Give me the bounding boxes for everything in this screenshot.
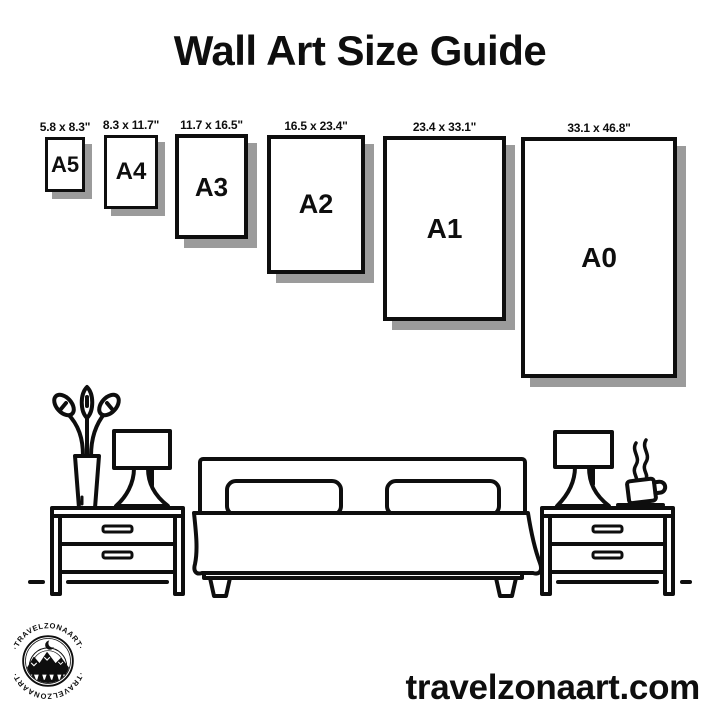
paper-label-a3: A3 [194,171,229,202]
bedroom-illustration [30,385,695,610]
paper-size-a3 [175,118,248,239]
vase-with-plant-icon [50,387,122,508]
paper-label-a5: A5 [50,151,80,177]
paper-size-a0 [521,121,677,378]
bed-leg-left [210,578,230,596]
table-lamp-left-icon [114,431,170,506]
logo-text-bottom: ·TRAVELZONAART· [10,670,86,701]
paper-dims-a4: 8.3 x 11.7" [102,118,160,132]
website-url: travelzonaart.com [405,668,700,707]
paper-size-a2 [267,119,365,274]
paper-label-a1: A1 [426,212,463,244]
coffee-cup-icon [618,440,667,505]
bed-leg-right [496,578,516,596]
brand-logo-icon [3,616,93,706]
pillow-left [227,481,341,515]
pillow-right [387,481,499,515]
paper-size-a1 [383,120,506,321]
paper-dims-a2: 16.5 x 23.4" [284,119,348,133]
paper-label-a2: A2 [298,189,334,219]
paper-dims-a3: 11.7 x 16.5" [180,118,243,132]
paper-label-a0: A0 [581,241,617,273]
duvet [194,513,541,574]
logo-text-top: ·TRAVELZONAART· [10,621,86,652]
paper-size-a4 [102,118,160,209]
page-title: Wall Art Size Guide [173,27,547,74]
paper-size-a5 [39,120,91,192]
steam-icon [634,443,637,483]
paper-label-a4: A4 [115,158,147,185]
paper-dims-a1: 23.4 x 33.1" [412,120,477,134]
paper-dims-a0: 33.1 x 46.8" [567,121,631,135]
paper-dims-a5: 5.8 x 8.3" [39,120,91,134]
bed [194,459,541,596]
table-lamp-right-icon [555,432,612,506]
steam-icon [644,440,647,479]
